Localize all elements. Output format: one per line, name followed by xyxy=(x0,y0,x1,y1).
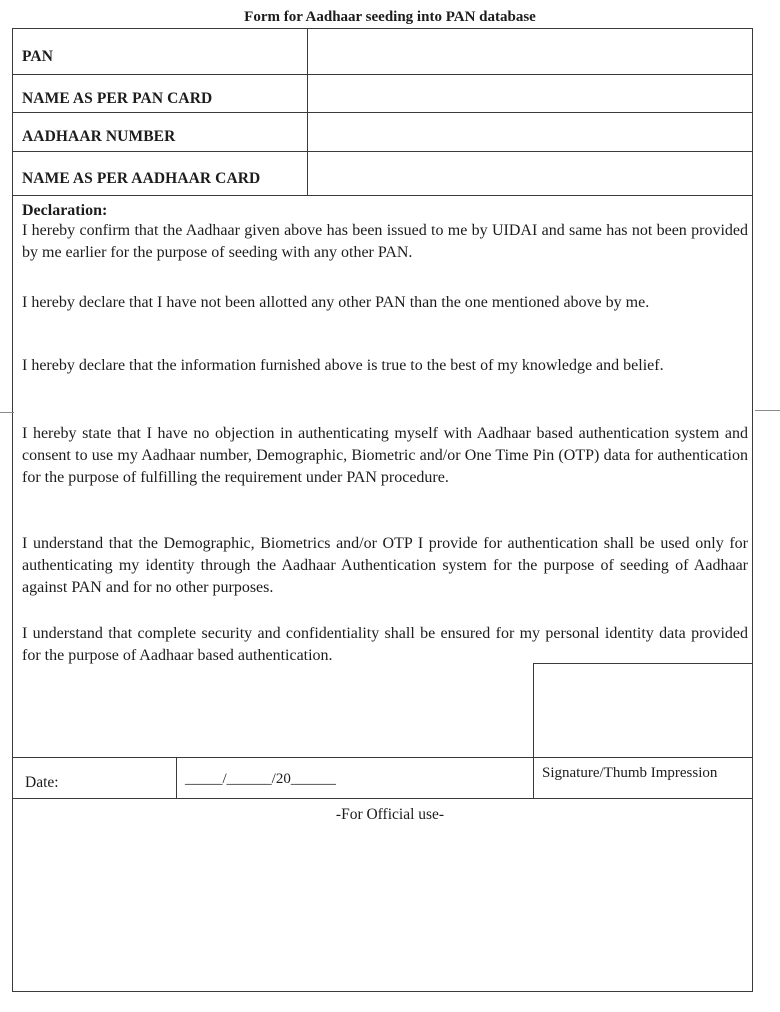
official-use-label: -For Official use- xyxy=(335,806,445,823)
date-label: Date: xyxy=(25,774,59,791)
declaration-heading: Declaration: xyxy=(22,202,108,219)
date-row-top xyxy=(12,757,753,758)
pan-label: PAN xyxy=(22,48,54,65)
name-as-per-aadhaar-label: NAME AS PER AADHAAR CARD xyxy=(22,170,261,187)
declaration-paragraph: I hereby confirm that the Aadhaar given above has been issued to me by UIDAI and same has not been provided by me earlier for the purpose of seeding with any other PAN. xyxy=(22,222,748,261)
row-divider xyxy=(12,151,753,152)
row-divider xyxy=(12,74,753,75)
date-column-divider xyxy=(176,757,177,798)
name-as-per-pan-field[interactable] xyxy=(309,76,751,112)
signature-column-divider xyxy=(533,757,534,798)
scan-mark xyxy=(0,412,14,413)
scan-mark xyxy=(755,410,780,411)
aadhaar-number-label: AADHAAR NUMBER xyxy=(22,128,176,145)
row-divider xyxy=(12,195,753,196)
official-use-area xyxy=(14,830,750,990)
column-divider xyxy=(307,28,308,195)
date-row-bottom xyxy=(12,798,753,799)
aadhaar-number-field[interactable] xyxy=(309,114,751,150)
signature-thumb-impression-label: Signature/Thumb Impression xyxy=(542,765,718,781)
declaration-paragraph: I hereby declare that the information furnished above is true to the best of my knowledge and belief. xyxy=(22,357,664,374)
declaration-paragraph: I hereby declare that I have not been allotted any other PAN than the one mentioned above by me. xyxy=(22,294,650,311)
name-as-per-pan-label: NAME AS PER PAN CARD xyxy=(22,90,213,107)
name-as-per-aadhaar-field[interactable] xyxy=(309,154,751,190)
declaration-paragraph: I hereby state that I have no objection in authenticating myself with Aadhaar based authentication system and consent to use my Aadhaar number, Demographic, Biometric and/or One Time Pin (OTP) data for authentication for the purpose of fulfilling the requirement under PAN procedure. xyxy=(22,425,748,486)
form-title: Form for Aadhaar seeding into PAN database xyxy=(244,9,536,25)
date-field[interactable]: _____/______/20______ xyxy=(185,771,336,787)
declaration-paragraph: I understand that the Demographic, Biometrics and/or OTP I provide for authentication shall be used only for authenticating my identity through the Aadhaar Authentication system for the purpose of seeding of Aadhaar against PAN and for no other purposes. xyxy=(22,535,748,596)
pan-field[interactable] xyxy=(309,33,751,69)
signature-box[interactable] xyxy=(534,664,750,756)
row-divider xyxy=(12,112,753,113)
declaration-paragraph: I understand that complete security and confidentiality shall be ensured for my personal identity data provided for the purpose of Aadhaar based authentication. xyxy=(22,625,748,664)
